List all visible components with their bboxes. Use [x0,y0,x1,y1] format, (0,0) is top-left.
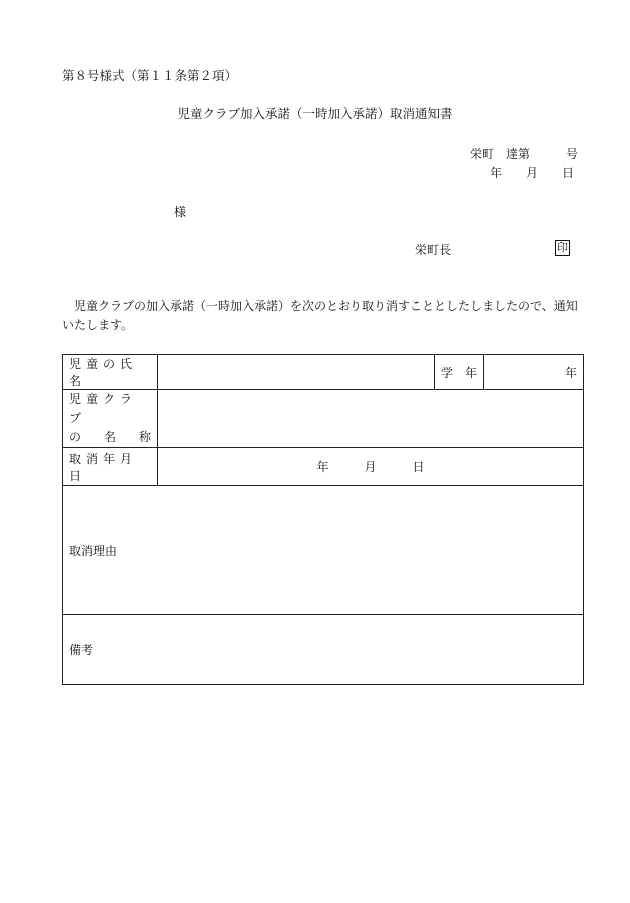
document-title: 児童クラブ加入承諾（一時加入承諾）取消通知書 [177,106,453,121]
grade-label: 学 年 [435,355,484,390]
addressee-suffix: 様 [174,205,187,219]
remarks-label: 備考 [69,643,94,657]
issue-date: 年 月 日 [490,166,575,180]
table-row-child-name [63,355,584,390]
club-name-label [63,390,158,448]
reason-label: 取消理由 [69,543,118,558]
table-row-cancel-date [63,448,584,486]
issuer-name: 栄町長 [415,243,452,257]
body-text: 児童クラブの加入承諾（一時加入承諾）を次のとおり取り消すこととしたしましたので、通知いたします。 [62,299,578,332]
club-name-field[interactable] [158,390,584,448]
club-label-char: 称 [138,430,151,444]
seal-mark: 印 [557,241,568,254]
table-row-remarks [63,615,584,685]
club-label-char: 名 [103,430,116,444]
cancel-date-value: 年 月 日 [316,460,425,474]
table-row-reason [63,486,584,615]
grade-field[interactable] [484,355,584,390]
cancel-date-label: 取消年月日 [63,448,158,486]
notice-table [62,354,584,685]
club-label-char: の [69,430,82,444]
child-name-label: 児童の氏名 [63,355,158,390]
remarks-field[interactable] [63,615,584,685]
club-label-line1: 児童クラブ [69,392,138,425]
reason-field[interactable] [63,486,584,615]
child-name-field[interactable] [158,355,435,390]
club-label-line2 [69,428,151,447]
grade-unit: 年 [564,365,577,380]
table-row-club-name [63,390,584,448]
reference-number: 栄町 達第 号 [470,147,579,161]
cancel-date-field[interactable] [158,448,584,486]
form-number: 第８号様式（第１１条第２項） [62,68,238,83]
